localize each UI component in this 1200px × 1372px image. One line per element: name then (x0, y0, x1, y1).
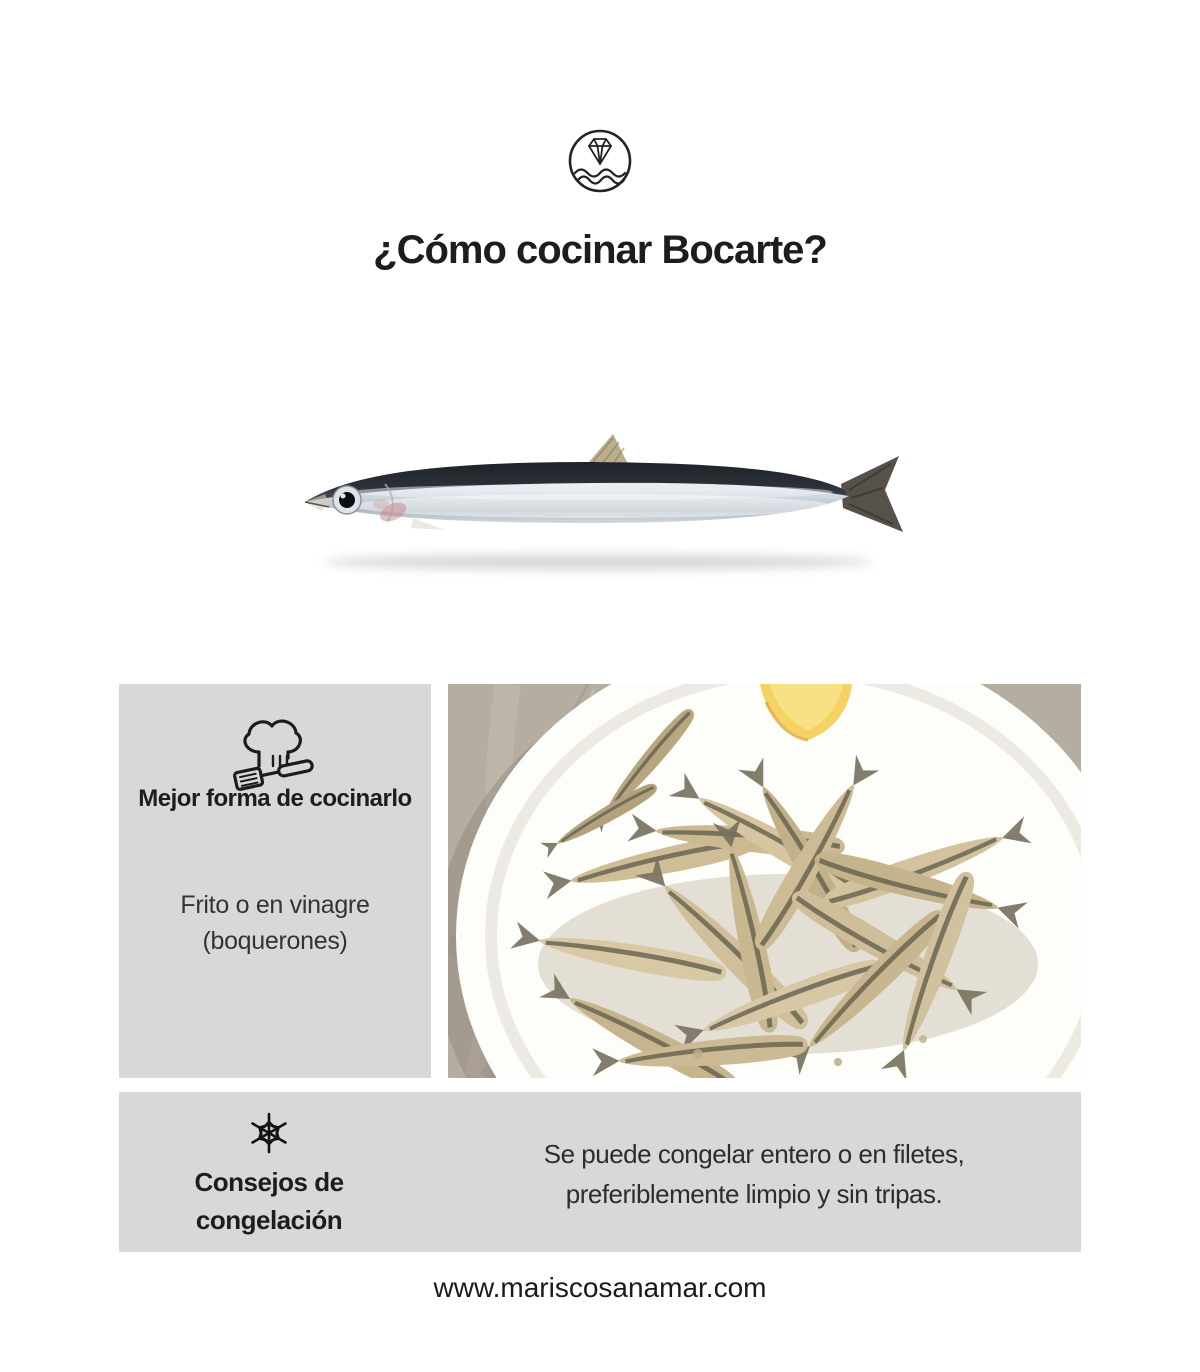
snowflake-icon (247, 1109, 291, 1157)
cooking-method-line1: Frito o en vinagre (180, 891, 370, 919)
freezing-text-line2: preferiblemente limpio y sin tripas. (565, 1179, 943, 1209)
fried-anchovies-photo (448, 684, 1081, 1078)
cooking-method-text (119, 887, 431, 959)
freezing-heading-line2: congelación (195, 1205, 343, 1235)
cooking-method-heading: Mejor forma de cocinarlo (138, 785, 412, 812)
diamond-waves-icon (566, 127, 634, 195)
cooking-method-line2: (boquerones) (202, 927, 348, 955)
raw-anchovy-illustration (293, 426, 915, 578)
freezing-tips-text (429, 1134, 1079, 1214)
fried-anchovies-illustration (448, 684, 1081, 1078)
website-url: www.mariscosanamar.com (433, 1272, 767, 1303)
cooking-method-card (119, 684, 431, 1078)
freezing-text-line1: Se puede congelar entero o en filetes, (543, 1139, 965, 1169)
freezing-tips-heading (194, 1163, 343, 1239)
page-title: ¿Cómo cocinar Bocarte? (373, 228, 827, 272)
freezing-heading-line1: Consejos de (194, 1167, 344, 1197)
chef-hat-spatula-icon (223, 708, 327, 792)
freezing-tips-label (119, 1092, 419, 1252)
raw-anchovy-image (293, 426, 915, 578)
brand-logo (566, 127, 634, 195)
freezing-tips-bar (119, 1092, 1081, 1252)
